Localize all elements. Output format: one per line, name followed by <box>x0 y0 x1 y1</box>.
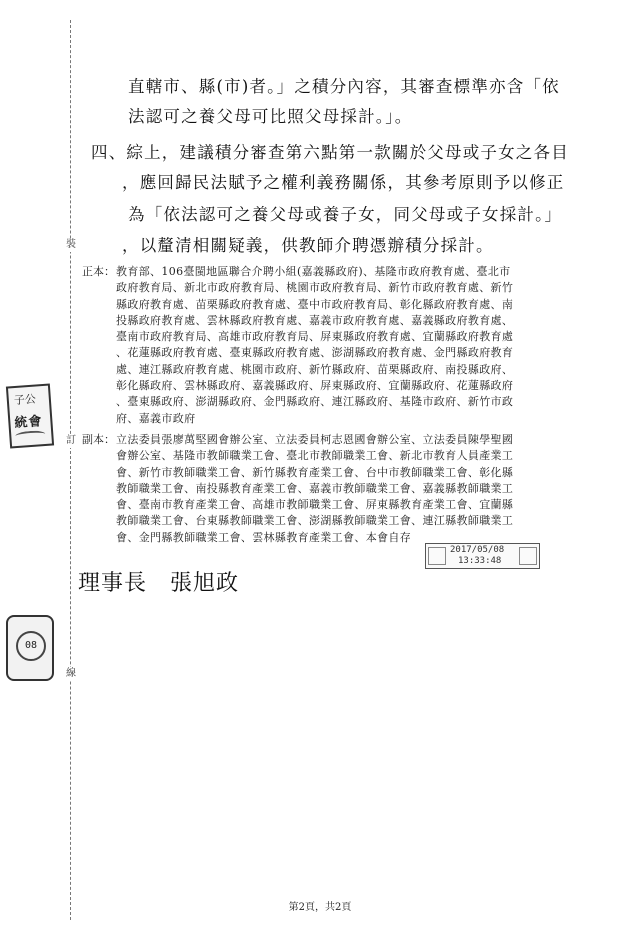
copy-recipient-line: 會辦公室、基隆市教師職業工會、臺北市教師職業工會、新北市教育人員產業工 <box>116 449 514 463</box>
stamp-date: 2017/05/08 <box>450 545 505 555</box>
received-timestamp-stamp <box>425 543 540 569</box>
copy-recipient-line: 立法委員張廖萬堅國會辦公室、立法委員柯志恩國會辦公室、立法委員陳學聖國 <box>116 433 514 446</box>
seal-lower-ring: 08 <box>16 631 46 661</box>
stamp-seal-right <box>519 547 537 565</box>
binding-label-middle: 訂 <box>66 435 76 446</box>
stamp-time: 13:33:48 <box>458 556 502 566</box>
stamp-seal-left <box>428 547 446 565</box>
primary-recipient-line: 教育部、106臺閩地區聯合介聘小組(嘉義縣政府)、基隆市政府教育處、臺北市 <box>116 265 511 278</box>
binding-label-bottom: 線 <box>66 668 76 679</box>
seal-stamp-upper <box>6 384 54 449</box>
primary-recipient-line: 府、嘉義市政府 <box>116 411 196 425</box>
body-p1-line1: 直轄市、縣(市)者。」之積分內容，其審查標準亦含「依 <box>128 77 560 96</box>
body-p2-line2: ，應回歸民法賦予之權利義務關係，其參考原則予以修正 <box>122 173 565 192</box>
seal-upper-text1: 子公 <box>13 392 37 408</box>
primary-recipient-line: 縣政府教育處、苗栗縣政府教育處、臺中市政府教育局、彰化縣政府教育處、南 <box>116 297 514 311</box>
copy-recipients-label: 副本： <box>82 433 115 446</box>
primary-recipients-list <box>116 264 513 427</box>
primary-recipient-line: 政府教育局、新北市政府教育局、桃園市政府教育局、新竹市政府教育處、新竹 <box>116 281 514 295</box>
primary-recipient-line: 、臺東縣政府、澎湖縣政府、金門縣政府、連江縣政府、基隆市政府、新竹市政 <box>116 395 514 409</box>
binding-line <box>70 20 71 920</box>
body-p2-line4: ，以釐清相關疑義，供教師介聘憑辦積分採計。 <box>122 236 494 255</box>
primary-recipient-line: 彰化縣政府、雲林縣政府、嘉義縣政府、屏東縣政府、宜蘭縣政府、花蓮縣政府 <box>116 379 514 393</box>
primary-recipient-line: 投縣政府教育處、雲林縣政府教育處、嘉義市政府教育處、嘉義縣政府教育處、 <box>116 313 514 327</box>
copy-recipient-line: 會、新竹市教師職業工會、新竹縣教育產業工會、台中市教師職業工會、彰化縣 <box>116 465 514 479</box>
signer-name: 理事長 張旭政 <box>78 571 240 596</box>
binding-label-top: 裝 <box>66 239 76 250</box>
copy-recipient-line: 教師職業工會、台東縣教師職業工會、澎湖縣教師職業工會、連江縣教師職業工 <box>116 514 514 528</box>
seal-wave-mark <box>15 430 45 440</box>
primary-recipient-line: 臺南市政府教育局、高雄市政府教育局、屏東縣政府教育處、宜蘭縣政府教育處 <box>116 330 514 344</box>
page-footer: 第2頁，共2頁 <box>288 902 352 913</box>
copy-recipients-list <box>116 432 513 546</box>
primary-recipient-line: 處、連江縣政府教育處、桃園市政府、新竹縣政府、苗栗縣政府、南投縣政府、 <box>116 362 514 376</box>
seal-upper-text2: 統會 <box>13 414 43 432</box>
body-p2-line1: 四、綜上，建議積分審查第六點第一款關於父母或子女之各目 <box>91 143 569 162</box>
primary-recipient-line: 、花蓮縣政府教育處、臺東縣政府教育處、澎湖縣政府教育處、金門縣政府教育 <box>116 346 514 360</box>
copy-recipient-line: 會、金門縣教師職業工會、雲林縣教育產業工會、本會自存 <box>116 530 412 544</box>
seal-stamp-lower <box>6 615 54 681</box>
body-p1-line2: 法認可之養父母可比照父母採計。」。 <box>128 107 413 126</box>
copy-recipient-line: 會、臺南市教育產業工會、高雄市教師職業工會、屏東縣教育產業工會、宜蘭縣 <box>116 498 514 512</box>
body-p2-line3: 為「依法認可之養父母或養子女，同父母或子女採計。」 <box>128 205 563 224</box>
primary-recipients-label: 正本： <box>82 265 115 278</box>
copy-recipient-line: 教師職業工會、南投縣教育產業工會、嘉義市教師職業工會、嘉義縣教師職業工 <box>116 481 514 495</box>
